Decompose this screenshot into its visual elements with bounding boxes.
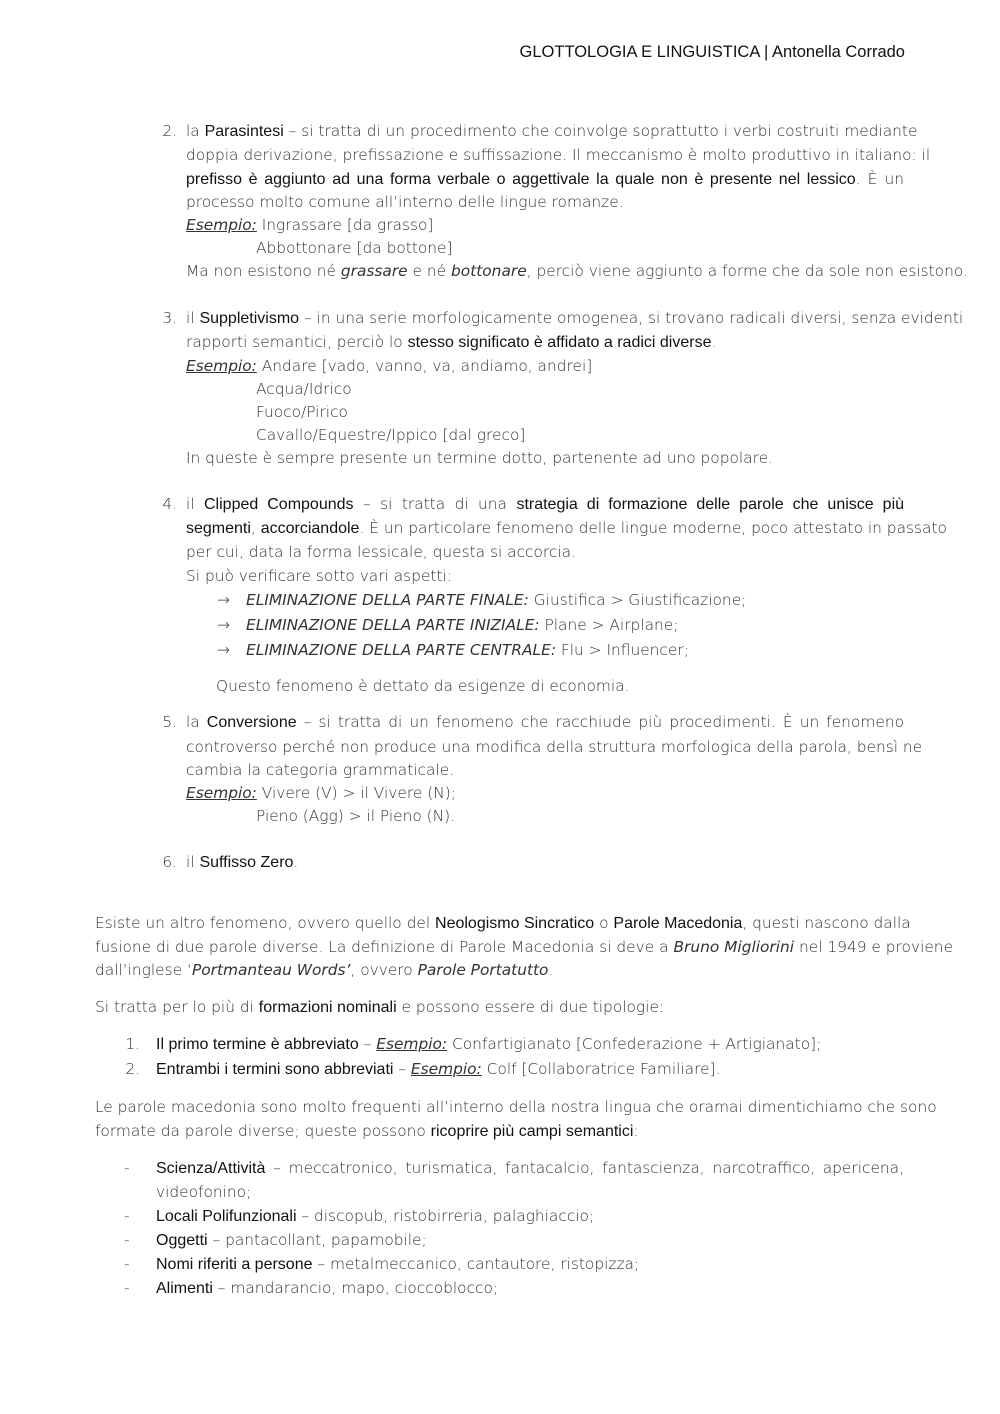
example-line: Pieno (Agg) > il Pieno (N). xyxy=(256,807,456,825)
term-bold: Parasintesi xyxy=(204,123,284,140)
bullet-dash: - xyxy=(124,1207,130,1225)
item-number: 2. xyxy=(125,1060,140,1078)
arrow-right-icon: → xyxy=(217,641,230,659)
bullet-dash: - xyxy=(124,1159,130,1177)
example-label: Esempio: xyxy=(186,216,257,234)
term-bold: Clipped Compounds xyxy=(204,496,354,513)
example-line: Esempio: Ingrassare [da grasso] xyxy=(186,216,434,234)
example-line: Fuoco/Pirico xyxy=(256,403,348,421)
example-line: Esempio: Vivere (V) > il Vivere (N); xyxy=(186,784,456,802)
text-line: la Parasintesi – si tratta di un procedimento che coinvolge soprattutto i verbi costruiti mediante xyxy=(186,122,918,140)
text-line: il Clipped Compounds – si tratta di una strategia di formazione delle parole che unisce più xyxy=(186,495,905,513)
arrow-list-item: ELIMINAZIONE DELLA PARTE FINALE: Giustifica > Giustificazione; xyxy=(246,591,747,609)
page-header: GLOTTOLOGIA E LINGUISTICA | Antonella Corrado xyxy=(519,43,905,61)
example-label: Esempio: xyxy=(186,357,257,375)
text-line: Ma non esistono né grassare e né bottonare, perciò viene aggiunto a forme che da sole non esistono. xyxy=(186,262,968,280)
term-bold: Neologismo Sincratico xyxy=(435,915,595,932)
term-bold: Suppletivismo xyxy=(199,310,300,327)
term-bold: Parole Macedonia xyxy=(613,915,743,932)
text-line: cambia la categoria grammaticale. xyxy=(186,761,455,779)
arrow-list-item: ELIMINAZIONE DELLA PARTE INIZIALE: Plane > Airplane; xyxy=(246,616,679,634)
list-item: Alimenti – mandarancio, mapo, cioccoblocco; xyxy=(156,1279,499,1297)
list-item: Nomi riferiti a persone – metalmeccanico, cantautore, ristopizza; xyxy=(156,1255,640,1273)
text-bold: ricoprire più campi semantici xyxy=(430,1123,634,1140)
text-line: il Suffisso Zero. xyxy=(186,853,299,871)
text-line: Si può verificare sotto vari aspetti: xyxy=(186,567,452,585)
paragraph-tipologie: Si tratta per lo più di formazioni nominali e possono essere di due tipologie: xyxy=(95,998,665,1016)
bullet-dash: - xyxy=(124,1255,130,1273)
example-line: Esempio: Andare [vado, vanno, va, andiamo, andrei] xyxy=(186,357,593,375)
text-bold: strategia di formazione delle parole che unisce più xyxy=(516,496,905,513)
text-line: Questo fenomeno è dettato da esigenze di economia. xyxy=(216,677,630,695)
bullet-dash: - xyxy=(124,1231,130,1249)
term-bold: Suffisso Zero xyxy=(199,854,294,871)
text-bold: formazioni nominali xyxy=(258,999,397,1016)
example-label: Esempio: xyxy=(410,1060,482,1078)
arrow-right-icon: → xyxy=(217,591,230,609)
text-line: dall’inglese ‘Portmanteau Words’, ovvero Parole Portatutto. xyxy=(95,961,554,979)
text-line: rapporti semantici, perciò lo stesso significato è affidato a radici diverse. xyxy=(186,333,717,351)
arrow-right-icon: → xyxy=(217,616,230,634)
item-number: 1. xyxy=(125,1035,140,1053)
text-line: controverso perché non produce una modifica della struttura morfologica della parola, bensì ne xyxy=(186,738,923,756)
text-line: Le parole macedonia sono molto frequenti all’interno della nostra lingua che oramai dimentichiamo che sono xyxy=(95,1098,937,1116)
term-bold: Conversione xyxy=(206,714,297,731)
list-item-continuation: videofonino; xyxy=(156,1183,252,1201)
text-line: il Suppletivismo – in una serie morfologicamente omogenea, si trovano radicali diversi, senza evidenti xyxy=(186,309,964,327)
list-item: Entrambi i termini sono abbreviati – Esempio: Colf [Collaboratrice Familiare]. xyxy=(156,1060,721,1078)
text-line: prefisso è aggiunto ad una forma verbale o aggettivale la quale non è presente nel lessico. È un xyxy=(186,170,904,188)
item-number: 3. xyxy=(162,309,177,327)
item-number: 2. xyxy=(162,122,177,140)
text-line: fusione di due parole diverse. La definizione di Parole Macedonia si deve a Bruno Migliorini nel 1949 e proviene xyxy=(95,938,954,956)
text-bold: prefisso è aggiunto ad una forma verbale o aggettivale la quale non è presente nel lessico xyxy=(186,171,856,188)
list-item: Il primo termine è abbreviato – Esempio: Confartigianato [Confederazione + Artigianato]; xyxy=(156,1035,822,1053)
list-item: Locali Polifunzionali – discopub, ristobirreria, palaghiaccio; xyxy=(156,1207,595,1225)
arrow-list-item: ELIMINAZIONE DELLA PARTE CENTRALE: Flu > Influencer; xyxy=(246,641,689,659)
text-line: In queste è sempre presente un termine dotto, partenente ad uno popolare. xyxy=(186,449,773,467)
item-number: 4. xyxy=(162,495,177,513)
example-line: Acqua/Idrico xyxy=(256,380,352,398)
example-line: Abbottonare [da bottone] xyxy=(256,239,453,257)
example-label: Esempio: xyxy=(186,784,257,802)
text-line: formate da parole diverse; queste possono ricoprire più campi semantici: xyxy=(95,1122,639,1140)
bullet-dash: - xyxy=(124,1279,130,1297)
text-line: per cui, data la forma lessicale, questa si accorcia. xyxy=(186,543,576,561)
text-bold: stesso significato è affidato a radici diverse xyxy=(407,334,712,351)
text-line: segmenti, accorciandole. È un particolare fenomeno delle lingue moderne, poco attestato in passato xyxy=(186,519,947,537)
item-number: 5. xyxy=(162,713,177,731)
text-line: processo molto comune all’interno delle lingue romanze. xyxy=(186,193,624,211)
example-line: Cavallo/Equestre/Ippico [dal greco] xyxy=(256,426,526,444)
text-line: Esiste un altro fenomeno, ovvero quello del Neologismo Sincratico o Parole Macedonia, questi nascono dalla xyxy=(95,914,911,932)
list-item: Oggetti – pantacollant, papamobile; xyxy=(156,1231,427,1249)
example-label: Esempio: xyxy=(376,1035,448,1053)
text-line: doppia derivazione, prefissazione e suffissazione. Il meccanismo è molto produttivo in italiano: il xyxy=(186,146,931,164)
list-item: Scienza/Attività – meccatronico, turismatica, fantacalcio, fantascienza, narcotraffico, apericena, xyxy=(156,1159,904,1177)
item-number: 6. xyxy=(162,853,177,871)
text-line: la Conversione – si tratta di un fenomeno che racchiude più procedimenti. È un fenomeno xyxy=(186,713,904,731)
